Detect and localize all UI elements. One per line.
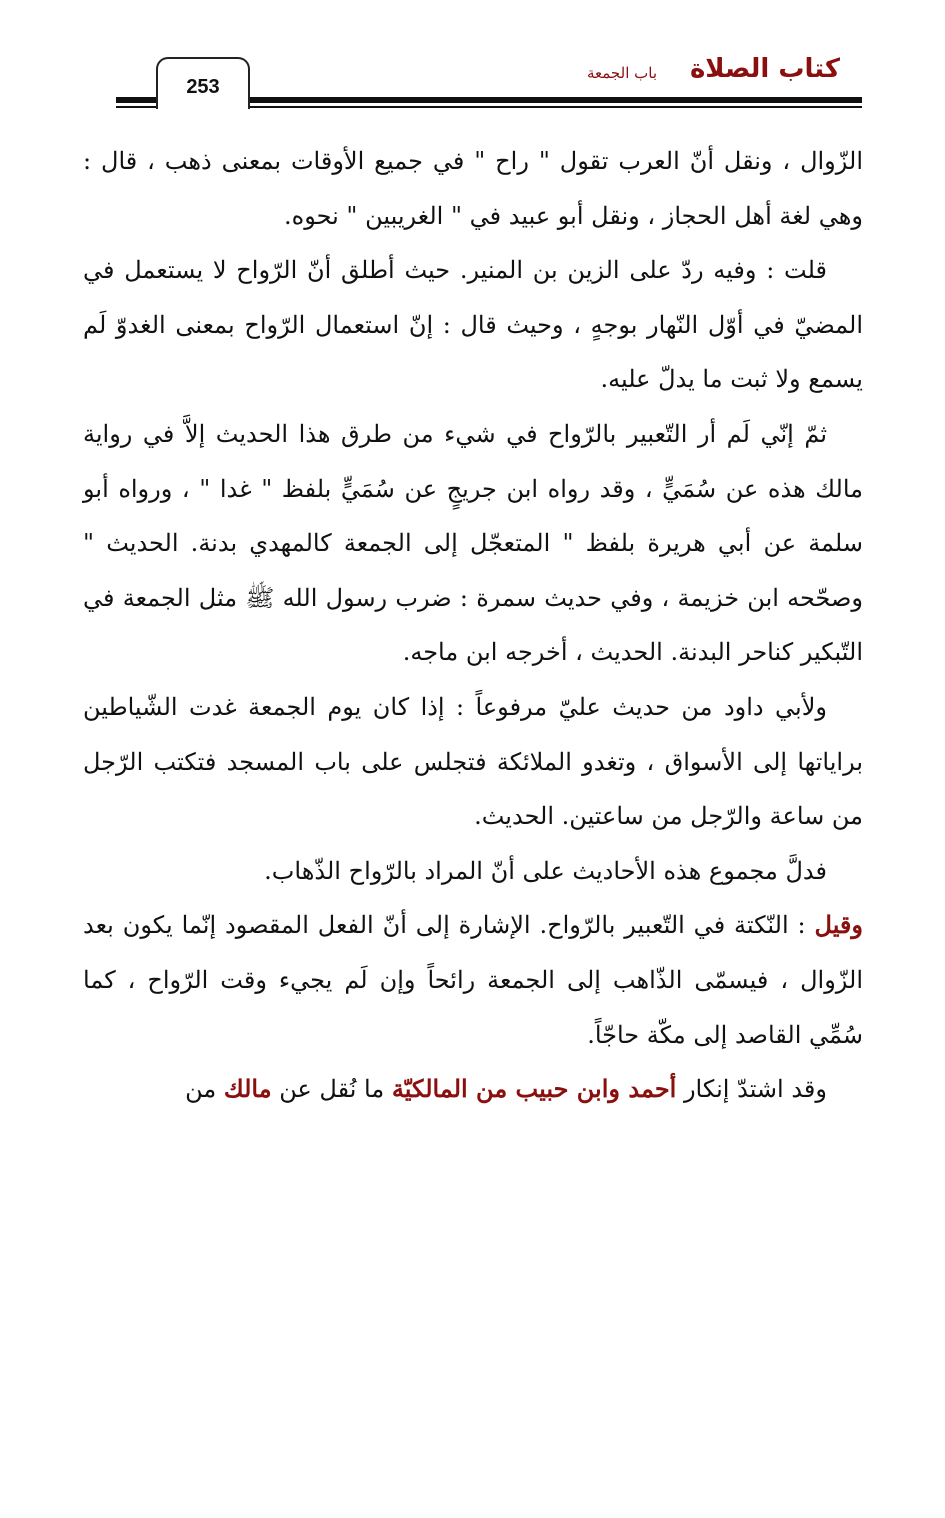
page-header [0, 0, 945, 120]
paragraph: قلت : وفيه ردّ على الزين بن المنير. حيث أطلق أنّ الرّواح لا يستعمل في المضيّ في أوّل النّهار بوجهٍ ، وحيث قال : إنّ استعمال الرّواح بمعنى الغدوّ لَم يسمع ولا ثبت ما يدلّ عليه. [83, 256, 863, 394]
paragraph-text: : النّكتة في التّعبير بالرّواح. الإشارة إلى أنّ الفعل المقصود إنّما يكون بعد الزّوال ، فيسمّى الذّاهب إلى الجمعة رائحاً وإن لَم يجيء وقت الرّواح ، كما سُمِّي القاصد إلى مكّة حاجّاً. [83, 911, 864, 1049]
paragraph [83, 1062, 863, 1117]
paragraph-text: ما نُقل عن [271, 1075, 392, 1104]
paragraph [83, 898, 863, 1062]
book-title: كتاب الصلاة [689, 54, 840, 84]
paragraph: فدلَّ مجموع هذه الأحاديث على أنّ المراد بالرّواح الذّهاب. [264, 856, 827, 885]
paragraph-text: وقد اشتدّ إنكار [676, 1075, 827, 1104]
page-number: 253 [156, 57, 250, 109]
highlighted-term: وقيل [814, 910, 863, 940]
highlighted-term: أحمد وابن حبيب من المالكيّة [391, 1074, 677, 1104]
highlighted-term: مالك [223, 1074, 272, 1104]
paragraph: ولأبي داود من حديث عليّ مرفوعاً : إذا كان يوم الجمعة غدت الشّياطين براياتها إلى الأسواق ، وتغدو الملائكة فتجلس على باب المسجد فتكتب الرّجل من ساعة والرّجل من ساعتين. الحديث. [83, 692, 863, 831]
paragraph: الزّوال ، ونقل أنّ العرب تقول " راح " في جميع الأوقات بمعنى ذهب ، قال : وهي لغة أهل الحجاز ، ونقل أبو عبيد في " الغريبين " نحوه. [83, 147, 863, 230]
chapter-title: باب الجمعة [586, 64, 657, 82]
page-body [83, 134, 863, 1117]
paragraph: ثمّ إنّي لَم أر التّعبير بالرّواح في شيء من طرق هذا الحديث إلاَّ في رواية مالك هذه عن سُمَيٍّ ، وقد رواه ابن جريجٍ عن سُمَيٍّ بلفظ " غدا " ، ورواه أبو سلمة عن أبي هريرة بلفظ " المتعجّل إلى الجمعة كالمهدي بدنة. الحديث " وصحّحه ابن خزيمة ، وفي حديث سمرة : ضرب رسول الله ﷺ مثل الجمعة في التّبكير كناحر البدنة. الحديث ، أخرجه ابن ماجه. [83, 419, 863, 667]
paragraph-text: من [185, 1075, 224, 1104]
